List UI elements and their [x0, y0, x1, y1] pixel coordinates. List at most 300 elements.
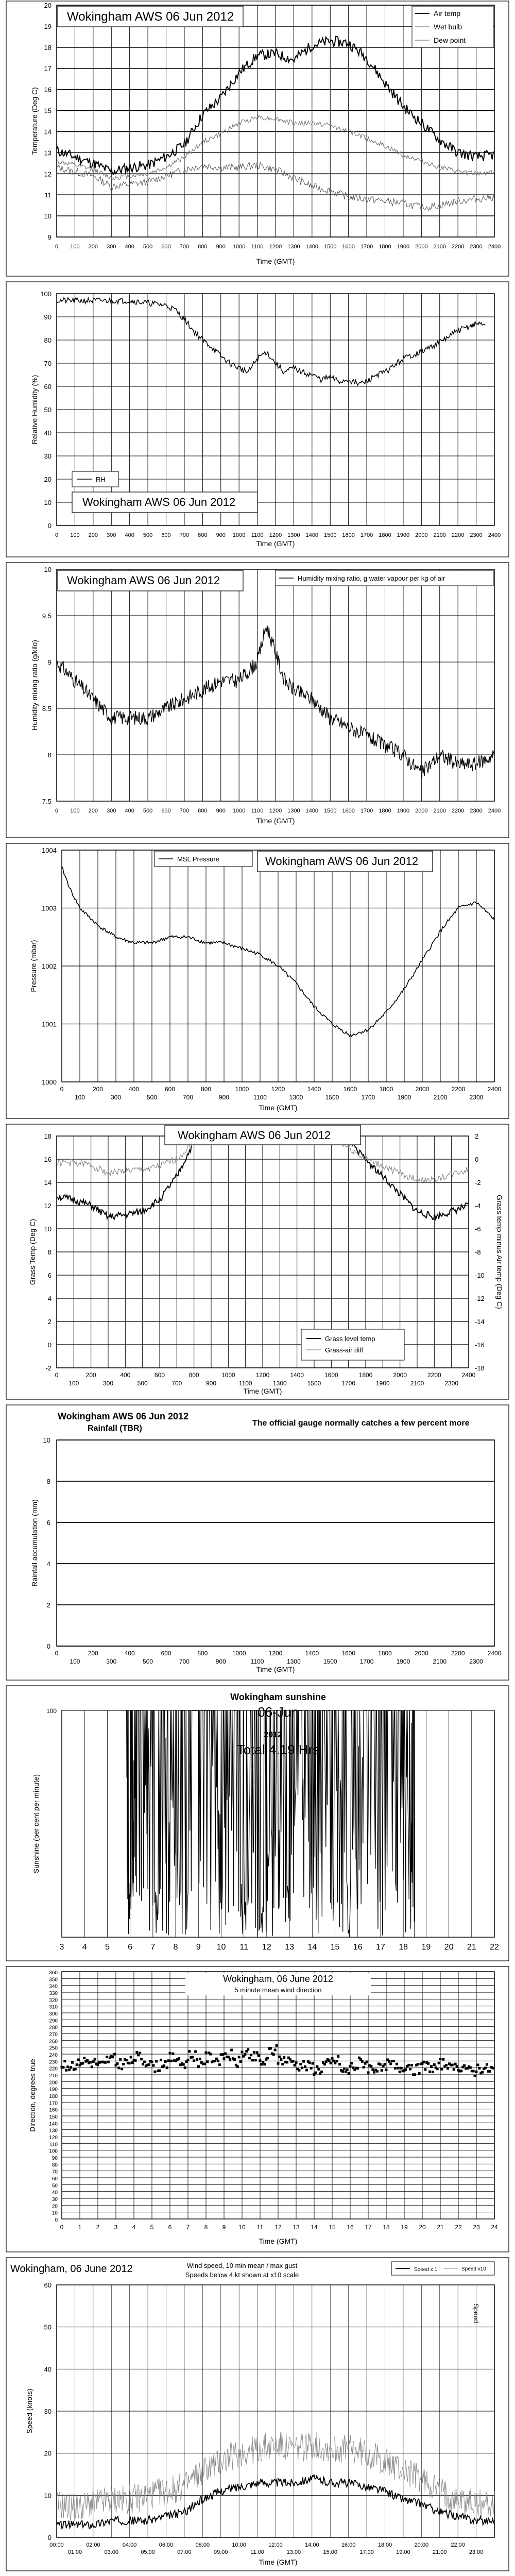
sunshine-chart — [0, 1685, 515, 1963]
y-tick-label: 14 — [44, 1179, 52, 1187]
x-tick-label: 100 — [68, 1380, 79, 1387]
rainfall-chart — [0, 1404, 515, 1682]
data-point — [492, 2067, 494, 2070]
x-tick-label: 14:00 — [305, 2542, 319, 2548]
x-tick-label: 14 — [311, 2224, 318, 2231]
data-point — [167, 2059, 170, 2062]
x-tick-label: 08:00 — [195, 2542, 210, 2548]
data-point — [223, 2057, 226, 2060]
x-tick-label: 1600 — [341, 1650, 356, 1657]
data-point — [91, 2065, 93, 2068]
x-tick-label: 13 — [293, 2224, 300, 2231]
data-point — [117, 2066, 120, 2069]
y-tick-label: 0 — [46, 1642, 50, 1650]
chart-annotation: The official gauge normally catches a few percent more — [252, 1419, 470, 1428]
x-tick-label: 13 — [285, 1943, 295, 1952]
data-point — [438, 2062, 440, 2064]
data-point — [424, 2068, 426, 2071]
x-tick-label: 1200 — [269, 532, 282, 538]
x-tick-label: 100 — [70, 808, 80, 814]
data-point — [142, 2063, 144, 2065]
data-point — [439, 2058, 442, 2060]
x-axis-label: Time (GMT) — [243, 1387, 282, 1395]
data-point — [314, 2072, 317, 2074]
data-point — [388, 2060, 390, 2063]
data-point — [166, 2066, 168, 2069]
data-point — [66, 2065, 69, 2068]
y-tick-label: 8 — [47, 751, 52, 759]
data-point — [475, 2071, 478, 2073]
y-tick-label: 20 — [52, 2204, 58, 2210]
y-axis-label: Sunshine (per cent per minute) — [32, 1774, 40, 1874]
x-tick-label: 1200 — [255, 1371, 270, 1379]
x-tick-label: 400 — [125, 532, 134, 538]
y-axis-label: Direction, degrees true — [28, 2059, 37, 2132]
y-tick-label: 15 — [44, 107, 52, 115]
x-tick-label: 200 — [88, 1650, 98, 1657]
data-point — [239, 2060, 242, 2063]
y-tick-label: 150 — [49, 2114, 58, 2120]
legend-label: MSL Pressure — [177, 855, 219, 863]
x-tick-label: 0 — [60, 2224, 64, 2231]
y-tick-label: 340 — [49, 1984, 58, 1990]
y-tick-label: 260 — [49, 2039, 58, 2045]
chart-subtitle: 06-Jun — [258, 1704, 299, 1720]
x-tick-label: 900 — [218, 1094, 230, 1101]
data-point — [331, 2057, 334, 2060]
x-tick-label: 700 — [179, 808, 190, 814]
data-point — [169, 2052, 171, 2055]
y-tick-label: 8.5 — [42, 705, 52, 713]
y-tick-label: 110 — [49, 2142, 58, 2148]
data-point — [396, 2063, 398, 2065]
y-tick-label: 210 — [49, 2073, 58, 2079]
x-tick-label: 1 — [78, 2224, 82, 2231]
data-point — [76, 2063, 78, 2066]
x-tick-label: 2400 — [488, 532, 501, 538]
data-point — [409, 2068, 411, 2071]
x-tick-label: 18:00 — [377, 2542, 392, 2548]
x-tick-label: 1700 — [341, 1380, 356, 1387]
data-point — [258, 2054, 260, 2057]
x-tick-label: 04:00 — [122, 2542, 137, 2548]
data-point — [74, 2067, 77, 2070]
x-tick-label: 1000 — [232, 244, 246, 250]
data-point — [63, 2060, 66, 2062]
y-tick-label: 100 — [46, 1707, 57, 1715]
y-tick-label: 180 — [49, 2094, 58, 2099]
data-point — [205, 2052, 208, 2054]
x-tick-label: 1900 — [397, 532, 410, 538]
y-tick-label: 280 — [49, 2025, 58, 2031]
x-tick-label: 0 — [55, 532, 59, 538]
data-point — [65, 2069, 67, 2072]
x-tick-label: 7 — [150, 1943, 156, 1952]
y-tick-label: 30 — [44, 2408, 52, 2415]
data-point — [230, 2049, 233, 2052]
y-tick-label: 0 — [47, 1341, 52, 1349]
legend-label: RH — [96, 476, 106, 483]
data-point — [130, 2056, 132, 2058]
y-right-tick-label: -10 — [475, 1272, 485, 1279]
chart-subtitle: Rainfall (TBR) — [88, 1424, 142, 1433]
data-point — [178, 2057, 180, 2060]
x-tick-label: 7 — [186, 2224, 190, 2231]
x-tick-label: 23 — [473, 2224, 480, 2231]
x-tick-label: 0 — [55, 808, 59, 814]
x-tick-label: 15:00 — [323, 2549, 338, 2555]
x-tick-label: 2200 — [451, 244, 465, 250]
x-tick-label: 1300 — [289, 1094, 303, 1101]
x-tick-label: 1500 — [307, 1380, 321, 1387]
y-right-tick-label: -4 — [475, 1202, 481, 1210]
data-point — [92, 2060, 95, 2063]
x-tick-label: 1900 — [396, 1658, 410, 1665]
x-tick-label: 2000 — [415, 808, 428, 814]
data-point — [451, 2064, 454, 2066]
x-tick-label: 2100 — [433, 244, 446, 250]
chart-title: Wokingham AWS 06 Jun 2012 — [58, 1411, 189, 1421]
y-tick-label: 0 — [47, 2534, 52, 2541]
y-tick-label: 13 — [44, 149, 52, 157]
legend-entries — [279, 574, 445, 582]
chart-subtitle: Wind speed, 10 min mean / max gust — [186, 2262, 298, 2269]
data-point — [131, 2061, 134, 2064]
x-tick-label: 10 — [216, 1943, 226, 1952]
x-tick-label: 600 — [154, 1371, 165, 1379]
y-tick-label: 6 — [46, 1519, 50, 1527]
data-point — [196, 2058, 198, 2061]
x-tick-label: 100 — [70, 1658, 80, 1665]
x-tick-label: 18 — [399, 1943, 408, 1952]
y-tick-label: 20 — [44, 2449, 52, 2458]
x-tick-label: 1400 — [307, 1086, 321, 1093]
legend — [301, 1329, 404, 1360]
x-tick-label: 200 — [88, 808, 98, 814]
data-point — [263, 2063, 266, 2065]
x-tick-label: 1100 — [251, 808, 264, 814]
x-tick-label: 1200 — [271, 1086, 285, 1093]
chart-title: Wokingham AWS 06 Jun 2012 — [178, 1129, 331, 1142]
data-point — [489, 2070, 491, 2073]
data-point — [430, 2065, 433, 2067]
x-tick-label: 300 — [102, 1380, 114, 1387]
y-tick-label: 10 — [44, 2492, 52, 2500]
data-point — [164, 2060, 167, 2063]
x-tick-label: 200 — [85, 1371, 96, 1379]
legend-label: Speed x 1 — [414, 2267, 438, 2273]
x-tick-label: 24 — [491, 2224, 498, 2231]
data-point — [427, 2062, 430, 2065]
x-tick-label: 2200 — [451, 808, 465, 814]
data-point — [217, 2060, 219, 2062]
x-tick-label: 1200 — [269, 244, 282, 250]
x-tick-label: 22 — [490, 1943, 499, 1952]
x-tick-label: 10:00 — [232, 2542, 246, 2548]
data-point — [104, 2061, 107, 2064]
y-tick-label: 100 — [49, 2148, 58, 2155]
x-tick-label: 00:00 — [49, 2542, 64, 2548]
x-tick-label: 1100 — [251, 532, 264, 538]
plot-area — [57, 1440, 494, 1646]
x-tick-label: 600 — [161, 808, 171, 814]
data-point — [404, 2068, 407, 2071]
data-point — [253, 2051, 255, 2054]
x-tick-label: 05:00 — [141, 2549, 155, 2555]
x-tick-label: 1300 — [272, 1380, 287, 1387]
x-axis-label: Time (GMT) — [259, 2558, 298, 2566]
x-tick-label: 1400 — [305, 244, 319, 250]
chart-title: Wokingham AWS 06 Jun 2012 — [265, 855, 419, 868]
chart-title: Wokingham AWS 06 Jun 2012 — [67, 574, 220, 587]
x-tick-label: 2000 — [415, 1086, 430, 1093]
y-tick-label: 10 — [44, 212, 52, 221]
data-point — [389, 2062, 392, 2065]
x-tick-label: 1100 — [251, 244, 264, 250]
x-tick-label: 1400 — [305, 808, 319, 814]
data-point — [316, 2065, 318, 2068]
x-tick-label: 1200 — [268, 1650, 283, 1657]
x-tick-label: 1000 — [232, 1650, 246, 1657]
chart-year: 2012 — [264, 1731, 282, 1739]
x-tick-label: 1300 — [287, 1658, 301, 1665]
data-point — [158, 2070, 161, 2072]
data-point — [188, 2050, 191, 2053]
data-point — [432, 2071, 434, 2073]
data-point — [140, 2058, 143, 2060]
y-tick-label: 10 — [43, 1436, 50, 1444]
y-tick-label: 360 — [49, 1970, 58, 1976]
legend-label: Dew point — [434, 36, 466, 44]
y-tick-label: 330 — [49, 1991, 58, 1996]
x-tick-label: 20 — [444, 1943, 454, 1952]
x-tick-label: 5 — [105, 1943, 110, 1952]
data-point — [256, 2051, 259, 2054]
data-point — [371, 2068, 374, 2071]
data-point — [294, 2064, 296, 2066]
data-point — [218, 2063, 221, 2066]
y-right-tick-label: 0 — [475, 1156, 479, 1163]
data-point — [194, 2050, 197, 2053]
x-tick-label: 2000 — [414, 1650, 428, 1657]
y-tick-label: 8 — [46, 1478, 50, 1485]
y-tick-label: 40 — [44, 429, 52, 437]
y-tick-label: 130 — [49, 2128, 58, 2134]
x-tick-label: 2200 — [451, 1086, 466, 1093]
data-point — [153, 2071, 156, 2073]
x-tick-label: 1600 — [324, 1371, 338, 1379]
x-tick-label: 1800 — [379, 532, 391, 538]
data-point — [116, 2062, 118, 2065]
data-point — [323, 2063, 326, 2065]
x-tick-label: 06:00 — [159, 2542, 174, 2548]
x-tick-label: 12 — [262, 1943, 271, 1952]
data-point — [484, 2066, 487, 2069]
x-tick-label: 2300 — [470, 244, 483, 250]
x-tick-label: 03:00 — [104, 2549, 119, 2555]
data-point — [148, 2063, 150, 2066]
x-axis-label: Time (GMT) — [259, 1104, 298, 1112]
data-point — [407, 2064, 410, 2066]
data-point — [341, 2070, 344, 2073]
x-tick-label: 6 — [168, 2224, 172, 2231]
x-tick-label: 1800 — [379, 1086, 393, 1093]
y-tick-label: 16 — [44, 86, 52, 94]
x-tick-label: 0 — [60, 1086, 64, 1093]
y-tick-label: 10 — [44, 1225, 52, 1233]
data-point — [453, 2068, 455, 2071]
y-tick-labels — [46, 1707, 57, 1715]
data-point — [193, 2059, 195, 2062]
data-point — [469, 2066, 472, 2069]
x-tick-label: 2400 — [461, 1371, 476, 1379]
x-tick-label: 19 — [421, 1943, 431, 1952]
y-tick-label: 0 — [55, 2217, 58, 2223]
y-tick-label: 4 — [47, 1295, 52, 1302]
y-tick-label: 1000 — [42, 1078, 57, 1086]
y-right-tick-label: -2 — [475, 1179, 481, 1187]
x-tick-label: 21:00 — [432, 2549, 447, 2555]
x-tick-label: 2100 — [433, 808, 446, 814]
y-tick-label: 18 — [44, 43, 52, 52]
x-tick-label: 600 — [161, 1650, 171, 1657]
data-point — [456, 2065, 458, 2067]
x-tick-label: 0 — [55, 1371, 59, 1379]
data-point — [236, 2065, 239, 2068]
x-tick-label: 100 — [70, 244, 80, 250]
x-tick-label: 11:00 — [250, 2549, 264, 2555]
data-point — [122, 2063, 125, 2065]
y-right-tick-label: -8 — [475, 1248, 481, 1256]
x-tick-label: 1700 — [360, 532, 373, 538]
data-point — [335, 2060, 338, 2062]
x-axis-label: Time (GMT) — [259, 2237, 298, 2245]
data-point — [337, 2055, 339, 2058]
data-point — [259, 2059, 262, 2062]
x-tick-label: 20:00 — [414, 2542, 429, 2548]
y-axis-label: Temperature (Deg C) — [30, 87, 39, 155]
x-tick-label: 17 — [365, 2224, 372, 2231]
y-tick-label: 90 — [52, 2156, 58, 2161]
x-tick-label: 15 — [329, 2224, 336, 2231]
x-tick-label: 2300 — [470, 808, 483, 814]
x-tick-label: 2400 — [487, 1650, 502, 1657]
y-tick-label: 19 — [44, 22, 52, 30]
mixing-ratio-chart — [0, 562, 515, 840]
x-tick-label: 1700 — [360, 244, 373, 250]
y-tick-label: 300 — [49, 2011, 58, 2017]
y-tick-label: 11 — [44, 191, 52, 199]
y-tick-label: 250 — [49, 2045, 58, 2052]
chart-title: Wokingham, 06 June 2012 — [223, 1974, 333, 1984]
x-tick-label: 18 — [383, 2224, 390, 2231]
data-point — [299, 2063, 302, 2065]
data-point — [379, 2063, 382, 2066]
data-point — [394, 2067, 397, 2070]
x-tick-label: 16:00 — [341, 2542, 356, 2548]
data-point — [454, 2063, 457, 2065]
x-tick-label: 17:00 — [359, 2549, 374, 2555]
x-tick-label: 300 — [107, 532, 116, 538]
x-tick-label: 2100 — [433, 532, 446, 538]
data-point — [463, 2064, 466, 2067]
data-point — [106, 2056, 108, 2058]
x-tick-label: 16 — [353, 1943, 363, 1952]
y-tick-label: 200 — [49, 2080, 58, 2086]
y-tick-label: 14 — [44, 128, 52, 136]
x-tick-label: 800 — [197, 1650, 208, 1657]
data-point — [119, 2058, 122, 2061]
x-tick-label: 3 — [114, 2224, 118, 2231]
data-point — [151, 2061, 153, 2063]
x-tick-label: 400 — [125, 244, 134, 250]
y-tick-label: 310 — [49, 2004, 58, 2010]
data-point — [301, 2066, 303, 2069]
data-point — [278, 2056, 281, 2058]
data-point — [135, 2051, 138, 2054]
x-tick-label: 200 — [88, 244, 98, 250]
data-point — [478, 2067, 480, 2070]
data-point — [276, 2044, 278, 2047]
data-point — [422, 2061, 425, 2063]
y-tick-label: 9 — [47, 658, 52, 666]
y-tick-label: 4 — [46, 1560, 50, 1568]
x-tick-label: 700 — [171, 1380, 182, 1387]
data-point — [94, 2058, 96, 2060]
data-point — [89, 2061, 92, 2063]
y-tick-label: 100 — [40, 290, 52, 298]
data-point — [474, 2075, 476, 2077]
x-tick-label: 700 — [179, 1658, 190, 1665]
x-axis-label: Time (GMT) — [256, 257, 295, 265]
y-axis-label: Rainfall accumulation (mm) — [30, 1499, 39, 1587]
x-tick-label: 600 — [161, 532, 171, 538]
data-point — [274, 2048, 277, 2051]
x-tick-label: 2000 — [393, 1371, 407, 1379]
data-point — [266, 2057, 269, 2059]
x-tick-label: 100 — [74, 1094, 85, 1101]
data-point — [281, 2063, 284, 2065]
data-point — [317, 2068, 320, 2071]
x-tick-label: 4 — [82, 1943, 87, 1952]
x-tick-label: 200 — [92, 1086, 104, 1093]
x-tick-label: 700 — [179, 532, 190, 538]
data-point — [289, 2058, 291, 2060]
grass-temp-chart — [0, 1123, 515, 1401]
data-point — [163, 2064, 165, 2067]
x-tick-label: 20 — [419, 2224, 426, 2231]
chart-title: Wokingham AWS 06 Jun 2012 — [82, 496, 236, 509]
data-point — [191, 2056, 194, 2058]
x-tick-label: 800 — [200, 1086, 212, 1093]
y-tick-label: 7.5 — [42, 798, 52, 805]
y-tick-label: 60 — [44, 383, 52, 391]
data-point — [302, 2060, 305, 2063]
y-tick-label: 1004 — [42, 846, 57, 854]
x-tick-label: 300 — [106, 1658, 117, 1665]
data-point — [346, 2069, 349, 2071]
x-tick-label: 2300 — [469, 1094, 484, 1101]
data-point — [250, 2054, 252, 2056]
data-point — [77, 2058, 80, 2061]
x-tick-label: 19:00 — [396, 2549, 410, 2555]
data-point — [272, 2053, 275, 2056]
data-point — [113, 2053, 116, 2056]
x-tick-label: 900 — [216, 808, 226, 814]
data-point — [414, 2073, 416, 2076]
data-point — [392, 2060, 395, 2062]
x-tick-label: 6 — [128, 1943, 133, 1952]
